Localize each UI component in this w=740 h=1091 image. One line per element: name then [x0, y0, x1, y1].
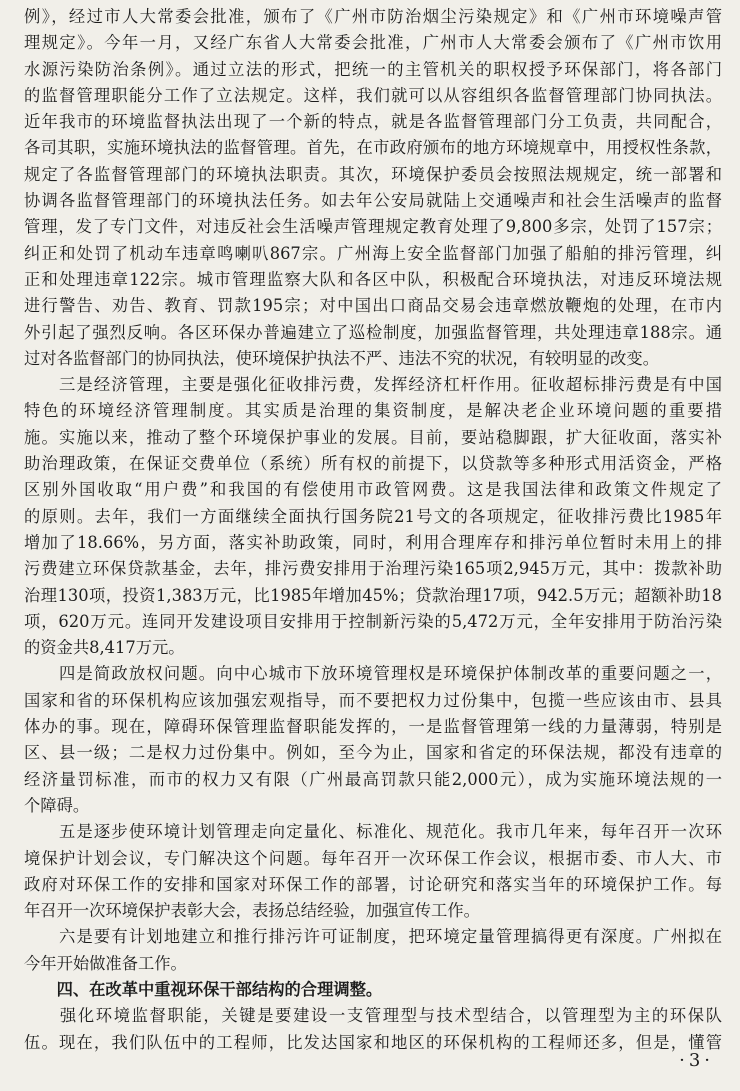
paragraph-line: 强化环境监督职能，关键是要建设一支管理型与技术型结合，以管理型为主的环保队	[24, 1006, 722, 1026]
paragraph-line: 水源污染防治条例》。通过立法的形式，把统一的主管机关的职权授予环保部门，将各部门	[24, 59, 722, 79]
paragraph-line: 经济量罚标准，而市的权力又有限（广州最高罚款只能2,000元），成为实施环境法规的一	[24, 769, 722, 789]
paragraph-line: 境保护计划会议，专门解决这个问题。每年召开一次环保工作会议，根据市委、市人大、市	[24, 848, 722, 868]
paragraph-line: 协调各监督管理部门的环境执法任务。如去年公安局就陆上交通噪声和社会生活噪声的监督	[24, 191, 722, 211]
paragraph-line: 伍。现在，我们队伍中的工程师，比发达国家和地区的环保机构的工程师还多，但是，懂管	[24, 1032, 722, 1052]
paragraph-line: 外引起了强烈反响。各区环保办普遍建立了巡检制度，加强监督管理，共处理违章188宗。通	[24, 322, 722, 342]
section-heading-line: 四、在改革中重视环保干部结构的合理调整。	[24, 979, 383, 999]
document-body	[24, 4, 722, 1056]
paragraph-line: 管理，发了专门文件，对违反社会生活噪声管理规定教育处理了9,800多宗，处罚了157宗；	[24, 217, 722, 237]
paragraph-line: 国家和省的环保机构应该加强宏观指导，而不要把权力过份集中，包揽一些应该由市、县具	[24, 690, 722, 710]
paragraph-line: 近年我市的环境监督执法出现了一个新的特点，就是各监督管理部门分工负责，共同配合，	[24, 112, 722, 132]
paragraph-line: 理规定》。今年一月，又经广东省人大常委会批准，广州市人大常委会颁布了《广州市饮用	[24, 33, 722, 53]
paragraph-line: 区、县一级；二是权力过份集中。例如，至今为止，国家和省定的环保法规，都没有违章的	[24, 743, 722, 763]
paragraph-line: 纠正和处罚了机动车违章鸣喇叭867宗。广州海上安全监督部门加强了船舶的排污管理，纠	[24, 243, 722, 263]
paragraph-line: 过对各监督部门的协同执法，使环境保护执法不严、违法不究的状况，有较明显的改变。	[24, 348, 659, 368]
paragraph-line: 治理130项，投资1,383万元，比1985年增加45%；贷款治理17项，942.5万元；超额补助18	[24, 585, 722, 605]
paragraph-line: 政府对环保工作的安排和国家对环保工作的部署，讨论研究和落实当年的环境保护工作。每	[24, 874, 722, 894]
paragraph-line: 体办的事。现在，障碍环保管理监督职能发挥的，一是监督管理第一线的力量薄弱，特别是	[24, 717, 722, 737]
paragraph-line: 例》，经过市人大常委会批准，颁布了《广州市防治烟尘污染规定》和《广州市环境噪声管	[24, 7, 722, 26]
paragraph-line: 六是要有计划地建立和推行排污许可证制度，把环境定量管理搞得更有深度。广州拟在	[24, 927, 722, 947]
paragraph-line: 的原则。去年，我们一方面继续全面执行国务院21号文的各项规定，征收排污费比1985年	[24, 506, 722, 526]
paragraph-line: 四是简政放权问题。向中心城市下放环境管理权是环境保护体制改革的重要问题之一，	[24, 664, 722, 684]
paragraph-line: 区别外国收取“用户费”和我国的有偿使用市政管网费。这是我国法律和政策文件规定了	[24, 480, 722, 500]
paragraph-line: 各司其职，实施环境执法的监督管理。首先，在市政府颁布的地方环境规章中，用授权性条款，	[24, 138, 722, 158]
paragraph-line: 的资金共8,417万元。	[24, 638, 185, 658]
paragraph-line: 今年开始做准备工作。	[24, 953, 187, 973]
paragraph-line: 正和处理违章122宗。城市管理监察大队和各区中队，积极配合环境执法，对违反环境法规	[24, 269, 722, 289]
page-number: ·3·	[679, 1050, 714, 1071]
paragraph-line: 个障碍。	[24, 795, 90, 815]
paragraph-line: 三是经济管理，主要是强化征收排污费，发挥经济杠杆作用。征收超标排污费是有中国	[24, 375, 722, 395]
paragraph-line: 增加了18.66%，另方面，落实补助政策，同时，利用合理库存和排污单位暂时未用上的排	[24, 532, 722, 552]
paragraph-line: 施。实施以来，推动了整个环境保护事业的发展。目前，要站稳脚跟，扩大征收面，落实补	[24, 427, 722, 447]
paragraph-line: 进行警告、劝告、教育、罚款195宗；对中国出口商品交易会违章燃放鞭炮的处理，在市内	[24, 296, 722, 316]
paragraph-line: 年召开一次环境保护表彰大会，表扬总结经验，加强宣传工作。	[24, 901, 480, 921]
paragraph-line: 特色的环境经济管理制度。其实质是治理的集资制度，是解决老企业环境问题的重要措	[24, 401, 722, 421]
paragraph-line: 助治理政策，在保证交费单位（系统）所有权的前提下，以贷款等多种形式用活资金，严格	[24, 454, 722, 474]
paragraph-line: 污费建立环保贷款基金，去年，排污费安排用于治理污染165项2,945万元，其中：拨款补助	[24, 559, 722, 579]
paragraph-line: 的监督管理职能分工作了立法规定。这样，我们就可以从容组织各监督管理部门协同执法。	[24, 85, 722, 105]
paragraph-line: 五是逐步使环境计划管理走向定量化、标准化、规范化。我市几年来，每年召开一次环	[24, 822, 722, 842]
paragraph-line: 规定了各监督管理部门的环境执法职责。其次，环境保护委员会按照法规规定，统一部署和	[24, 164, 722, 184]
paragraph-line: 项，620万元。连同开发建设项目安排用于控制新污染的5,472万元，全年安排用于防治污染	[24, 611, 722, 631]
